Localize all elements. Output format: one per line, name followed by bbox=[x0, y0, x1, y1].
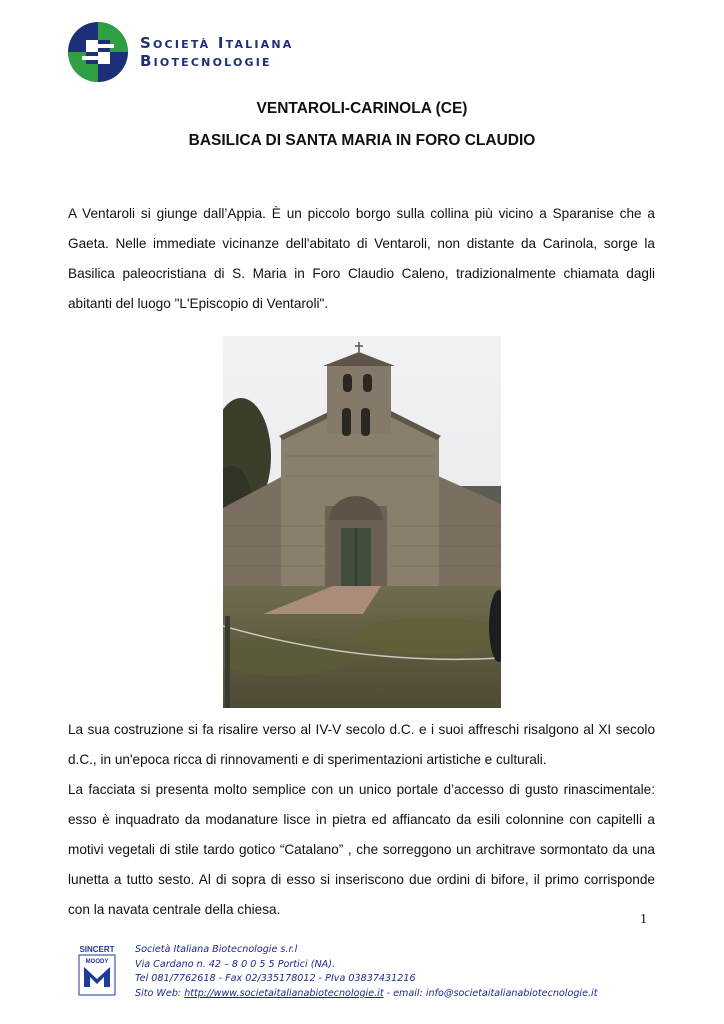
footer-phone: Tel 081/7762618 - Fax 02/335178012 - PIva 03837431216 bbox=[135, 973, 416, 984]
sib-logo-icon bbox=[66, 20, 130, 84]
company-name-line2: Biotecnologie bbox=[140, 52, 272, 70]
footer-company: Società Italiana Biotecnologie s.r.l bbox=[135, 944, 298, 955]
basilica-photo bbox=[223, 336, 501, 708]
footer-web-line bbox=[135, 987, 597, 1002]
company-header bbox=[66, 20, 366, 84]
document-subtitle: BASILICA DI SANTA MARIA IN FORO CLAUDIO bbox=[188, 132, 536, 149]
paragraph-history: La sua costruzione si fa risalire verso al IV-V secolo d.C. e i suoi affreschi risalgono al XI secolo d.C., in un'epoca ricca di rinnovamenti e di sperimentazioni artistiche e culturali. bbox=[68, 722, 655, 767]
paragraph-facade: La facciata si presenta molto semplice con un unico portale d’accesso di gusto rinascimentale: esso è inquadrato da modanature lisce in pietra ed affiancato da esili colonnine con capitelli a motivi vegetali di stile tardo gotico “Catalano” , che sorreggono un architrave sormontato da una lunetta a tutto sesto. Al di sopra di esso si inseriscono due ordini di bifore, il primo corrisponde con la navata centrale della chiesa. bbox=[68, 782, 655, 917]
footer-contact bbox=[135, 943, 597, 1001]
document-title: VENTAROLI-CARINOLA (CE) bbox=[256, 100, 468, 117]
page-number: 1 bbox=[640, 912, 647, 927]
paragraph-intro: A Ventaroli si giunge dall’Appia. È un piccolo borgo sulla collina più vicino a Sparanise che a Gaeta. Nelle immediate vicinanze dell'abitato di Ventaroli, non distante da Carinola, sorge la Basilica paleocristiana di S. Maria in Foro Claudio Caleno, tradizionalmente chiamata dagli abitanti del luogo "L'Episcopio di Ventaroli". bbox=[68, 206, 655, 311]
sincert-label: SINCERT bbox=[79, 945, 115, 954]
document-titles bbox=[0, 100, 724, 150]
footer-email: - email: info@societaitalianabiotecnologie.it bbox=[383, 987, 598, 999]
basilica-image bbox=[223, 336, 501, 708]
footer-web-label: Sito Web: bbox=[135, 987, 185, 999]
company-name-line1: Società Italiana bbox=[140, 34, 294, 52]
footer-address: Via Cardano n. 42 – 8 0 0 5 5 Portici (NA). bbox=[135, 958, 335, 970]
moody-label: MOODY bbox=[85, 959, 109, 965]
sincert-moody-logo-icon bbox=[76, 943, 118, 999]
company-name bbox=[140, 34, 294, 70]
website-link[interactable]: http://www.societaitalianabiotecnologie.it bbox=[184, 987, 384, 999]
